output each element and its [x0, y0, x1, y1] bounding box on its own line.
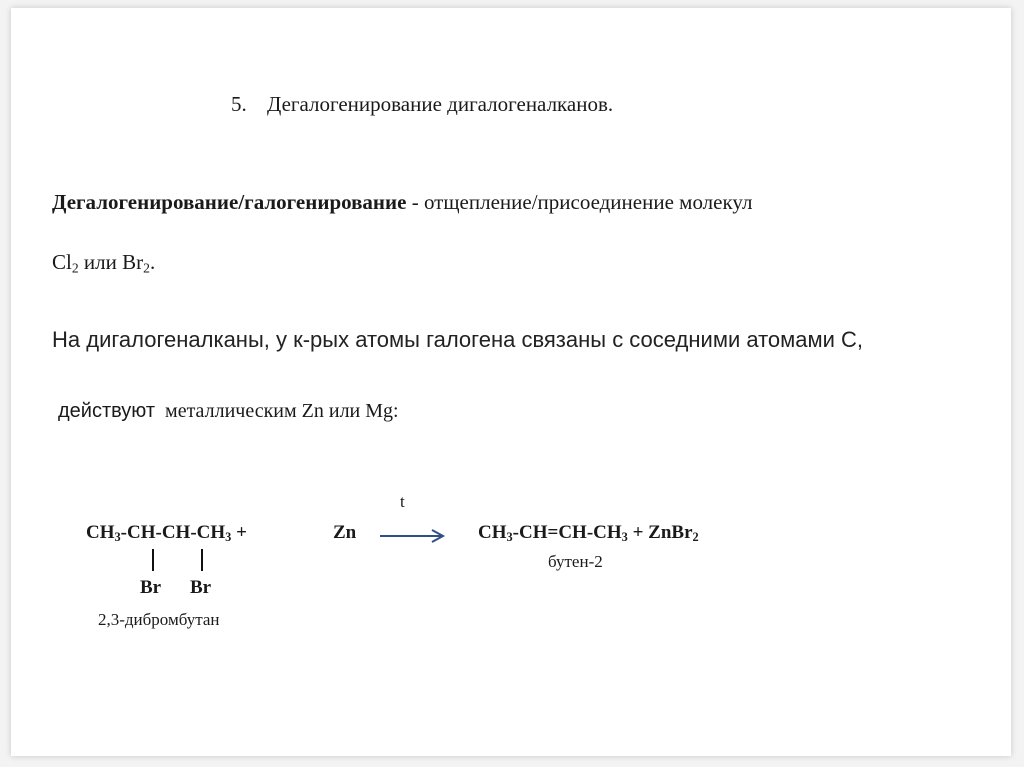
product-sub-2: 3	[621, 530, 628, 545]
reactant-part-2: -CH-CH-CH	[120, 522, 226, 543]
reactant-sub-1: 3	[114, 530, 121, 545]
definition-line-2	[52, 250, 155, 275]
reactant-formula	[86, 522, 252, 544]
definition-period: .	[149, 250, 156, 274]
heading-number: 5.	[231, 92, 247, 116]
product-sub-1: 3	[506, 530, 513, 545]
reactant-part-1: CH	[86, 522, 115, 543]
product-name: бутен-2	[548, 552, 603, 571]
definition-term: Дегалогенирование/галогенирование	[52, 190, 407, 214]
product-part-1: CH	[478, 522, 507, 543]
reactant-plus: +	[231, 522, 252, 543]
chlorine-subscript: 2	[71, 260, 79, 276]
paragraph-line-2	[58, 400, 399, 423]
product-sub-3: 2	[692, 530, 699, 545]
product-formula	[478, 522, 699, 544]
bond-line-right	[201, 549, 203, 571]
bromine-left: Br	[140, 577, 162, 598]
bromine-text: или Br	[78, 250, 144, 274]
paragraph-line-1: На дигалогеналканы, у к-рых атомы галогена связаны с соседними атомами С,	[52, 327, 864, 352]
reaction-condition: t	[400, 492, 405, 511]
paragraph-metals: металлическим Zn или Mg:	[165, 400, 399, 422]
section-heading	[231, 92, 613, 117]
chlorine-symbol: Cl	[52, 250, 72, 274]
definition-line-1	[52, 190, 752, 215]
zinc-reagent: Zn	[333, 522, 357, 543]
bromine-right: Br	[190, 577, 212, 598]
reactant-sub-2: 3	[225, 530, 232, 545]
reaction-arrow-icon	[378, 528, 448, 544]
product-part-2: -CH=CH-CH	[512, 522, 622, 543]
definition-rest: - отщепление/присоединение молекул	[406, 190, 753, 214]
heading-text: Дегалогенирование дигалогеналканов.	[267, 92, 614, 116]
bromine-subscript: 2	[143, 260, 150, 276]
paragraph-verb: действуют	[58, 400, 156, 422]
slide	[11, 8, 1011, 756]
bond-line-left	[152, 549, 154, 571]
reactant-name: 2,3-дибромбутан	[98, 610, 220, 629]
product-part-3: + ZnBr	[627, 522, 693, 543]
